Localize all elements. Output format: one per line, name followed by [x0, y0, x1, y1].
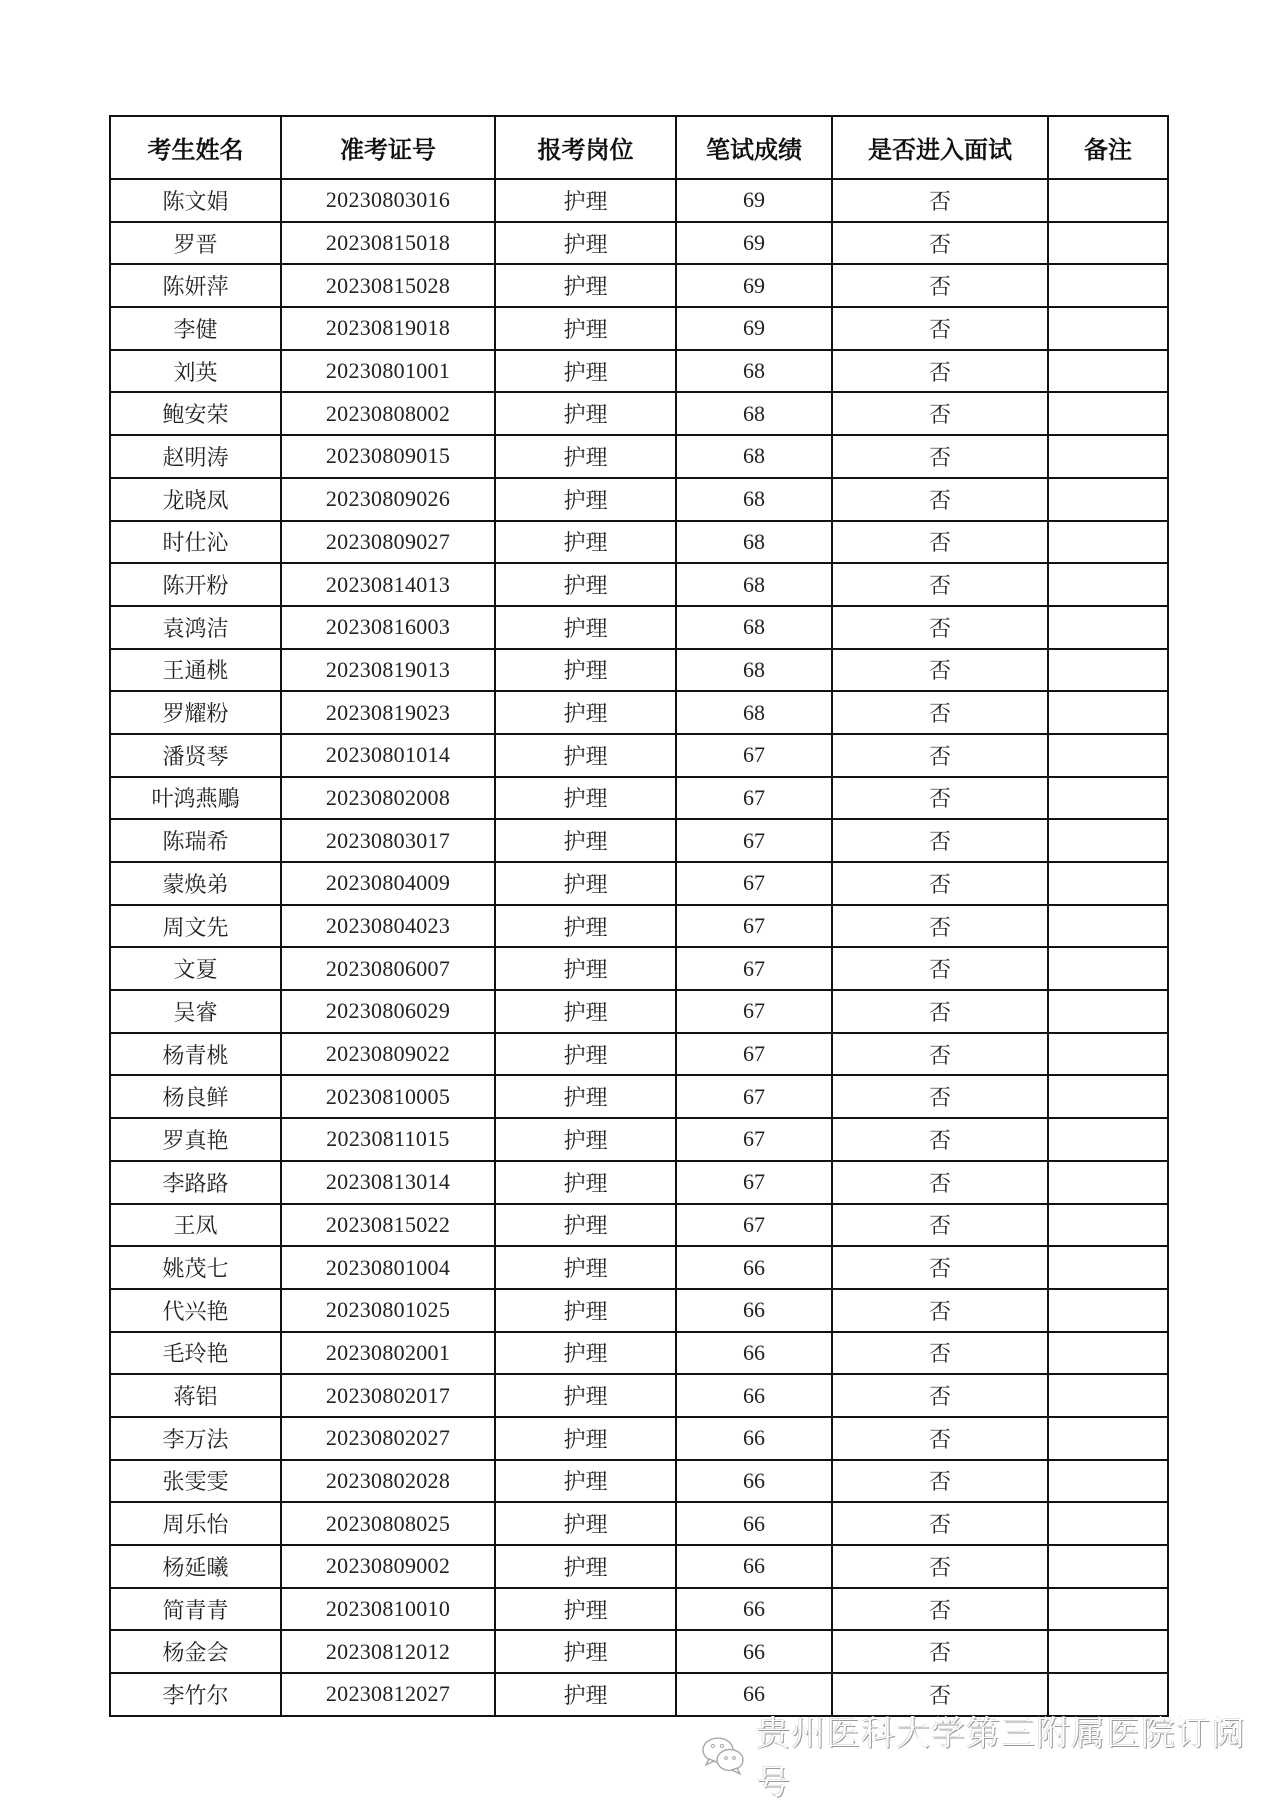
- cell-written-score: 66: [676, 1673, 832, 1716]
- cell-interview: 否: [832, 1118, 1048, 1161]
- header-post: 报考岗位: [495, 116, 676, 179]
- cell-interview: 否: [832, 1332, 1048, 1375]
- table-row: [110, 307, 1168, 350]
- cell-written-score: 68: [676, 350, 832, 393]
- table-row: [110, 947, 1168, 990]
- cell-exam-id: 20230819023: [281, 691, 495, 734]
- cell-name: 叶鸿燕鵰: [110, 777, 281, 820]
- cell-interview: 否: [832, 1545, 1048, 1588]
- cell-post: 护理: [495, 563, 676, 606]
- cell-interview: 否: [832, 1246, 1048, 1289]
- cell-post: 护理: [495, 1246, 676, 1289]
- cell-note: [1048, 1332, 1168, 1375]
- cell-note: [1048, 606, 1168, 649]
- table-row: [110, 1204, 1168, 1247]
- cell-name: 潘贤琴: [110, 734, 281, 777]
- cell-written-score: 66: [676, 1417, 832, 1460]
- cell-exam-id: 20230802028: [281, 1460, 495, 1503]
- cell-post: 护理: [495, 179, 676, 222]
- cell-exam-id: 20230809026: [281, 478, 495, 521]
- cell-note: [1048, 777, 1168, 820]
- cell-interview: 否: [832, 392, 1048, 435]
- cell-interview: 否: [832, 777, 1048, 820]
- cell-exam-id: 20230815018: [281, 222, 495, 265]
- cell-interview: 否: [832, 734, 1048, 777]
- cell-note: [1048, 478, 1168, 521]
- cell-name: 罗耀粉: [110, 691, 281, 734]
- cell-name: 吴睿: [110, 990, 281, 1033]
- table-header-row: [110, 116, 1168, 179]
- cell-interview: 否: [832, 1161, 1048, 1204]
- cell-written-score: 67: [676, 1033, 832, 1076]
- cell-post: 护理: [495, 222, 676, 265]
- cell-post: 护理: [495, 1332, 676, 1375]
- cell-note: [1048, 1460, 1168, 1503]
- table-row: [110, 819, 1168, 862]
- cell-note: [1048, 1204, 1168, 1247]
- table-row: [110, 1332, 1168, 1375]
- cell-post: 护理: [495, 606, 676, 649]
- cell-post: 护理: [495, 819, 676, 862]
- cell-written-score: 69: [676, 222, 832, 265]
- cell-written-score: 66: [676, 1246, 832, 1289]
- cell-written-score: 67: [676, 777, 832, 820]
- cell-post: 护理: [495, 350, 676, 393]
- cell-name: 龙晓凤: [110, 478, 281, 521]
- cell-exam-id: 20230819013: [281, 649, 495, 692]
- cell-interview: 否: [832, 1630, 1048, 1673]
- cell-note: [1048, 1075, 1168, 1118]
- cell-interview: 否: [832, 435, 1048, 478]
- cell-written-score: 67: [676, 1118, 832, 1161]
- cell-interview: 否: [832, 862, 1048, 905]
- cell-exam-id: 20230816003: [281, 606, 495, 649]
- table-row: [110, 350, 1168, 393]
- cell-interview: 否: [832, 606, 1048, 649]
- cell-name: 赵明涛: [110, 435, 281, 478]
- cell-post: 护理: [495, 1588, 676, 1631]
- table-row: [110, 1374, 1168, 1417]
- table-row: [110, 435, 1168, 478]
- cell-exam-id: 20230810010: [281, 1588, 495, 1631]
- cell-name: 姚茂七: [110, 1246, 281, 1289]
- cell-interview: 否: [832, 819, 1048, 862]
- cell-exam-id: 20230801025: [281, 1289, 495, 1332]
- table-row: [110, 222, 1168, 265]
- cell-note: [1048, 222, 1168, 265]
- cell-written-score: 66: [676, 1374, 832, 1417]
- cell-note: [1048, 1161, 1168, 1204]
- table-row: [110, 521, 1168, 564]
- cell-exam-id: 20230812012: [281, 1630, 495, 1673]
- cell-exam-id: 20230814013: [281, 563, 495, 606]
- cell-note: [1048, 264, 1168, 307]
- table-row: [110, 1545, 1168, 1588]
- table-row: [110, 1246, 1168, 1289]
- cell-interview: 否: [832, 1289, 1048, 1332]
- cell-note: [1048, 905, 1168, 948]
- cell-post: 护理: [495, 264, 676, 307]
- cell-written-score: 69: [676, 179, 832, 222]
- cell-name: 杨青桃: [110, 1033, 281, 1076]
- cell-written-score: 66: [676, 1289, 832, 1332]
- cell-name: 罗晋: [110, 222, 281, 265]
- cell-note: [1048, 1246, 1168, 1289]
- cell-name: 蒋铝: [110, 1374, 281, 1417]
- cell-exam-id: 20230801004: [281, 1246, 495, 1289]
- cell-exam-id: 20230813014: [281, 1161, 495, 1204]
- cell-exam-id: 20230801001: [281, 350, 495, 393]
- cell-exam-id: 20230809027: [281, 521, 495, 564]
- cell-name: 罗真艳: [110, 1118, 281, 1161]
- cell-name: 毛玲艳: [110, 1332, 281, 1375]
- table-row: [110, 734, 1168, 777]
- table-row: [110, 606, 1168, 649]
- table-row: [110, 1588, 1168, 1631]
- table-row: [110, 1033, 1168, 1076]
- cell-post: 护理: [495, 521, 676, 564]
- table-row: [110, 862, 1168, 905]
- cell-interview: 否: [832, 1033, 1048, 1076]
- cell-written-score: 67: [676, 862, 832, 905]
- cell-written-score: 67: [676, 990, 832, 1033]
- cell-interview: 否: [832, 264, 1048, 307]
- cell-note: [1048, 819, 1168, 862]
- cell-written-score: 67: [676, 734, 832, 777]
- cell-interview: 否: [832, 990, 1048, 1033]
- wechat-icon: [700, 1733, 748, 1777]
- cell-interview: 否: [832, 649, 1048, 692]
- cell-written-score: 69: [676, 264, 832, 307]
- cell-post: 护理: [495, 649, 676, 692]
- header-exam-id: 准考证号: [281, 116, 495, 179]
- cell-post: 护理: [495, 862, 676, 905]
- cell-exam-id: 20230815028: [281, 264, 495, 307]
- cell-post: 护理: [495, 691, 676, 734]
- cell-note: [1048, 350, 1168, 393]
- table-row: [110, 563, 1168, 606]
- cell-written-score: 66: [676, 1545, 832, 1588]
- table-row: [110, 649, 1168, 692]
- cell-name: 周文先: [110, 905, 281, 948]
- cell-written-score: 68: [676, 691, 832, 734]
- cell-interview: 否: [832, 1204, 1048, 1247]
- cell-written-score: 66: [676, 1332, 832, 1375]
- cell-exam-id: 20230802008: [281, 777, 495, 820]
- cell-name: 杨良鲜: [110, 1075, 281, 1118]
- cell-written-score: 68: [676, 606, 832, 649]
- cell-written-score: 66: [676, 1502, 832, 1545]
- cell-exam-id: 20230803016: [281, 179, 495, 222]
- cell-name: 代兴艳: [110, 1289, 281, 1332]
- cell-post: 护理: [495, 1630, 676, 1673]
- cell-interview: 否: [832, 1374, 1048, 1417]
- cell-exam-id: 20230809022: [281, 1033, 495, 1076]
- cell-post: 护理: [495, 1075, 676, 1118]
- cell-note: [1048, 1374, 1168, 1417]
- cell-name: 王通桃: [110, 649, 281, 692]
- cell-post: 护理: [495, 435, 676, 478]
- table-row: [110, 1630, 1168, 1673]
- cell-post: 护理: [495, 947, 676, 990]
- cell-exam-id: 20230802027: [281, 1417, 495, 1460]
- cell-note: [1048, 179, 1168, 222]
- cell-exam-id: 20230804009: [281, 862, 495, 905]
- cell-note: [1048, 1588, 1168, 1631]
- cell-exam-id: 20230809015: [281, 435, 495, 478]
- cell-written-score: 67: [676, 1204, 832, 1247]
- cell-note: [1048, 990, 1168, 1033]
- cell-post: 护理: [495, 1033, 676, 1076]
- cell-note: [1048, 392, 1168, 435]
- cell-written-score: 67: [676, 1161, 832, 1204]
- cell-post: 护理: [495, 777, 676, 820]
- table-row: [110, 1460, 1168, 1503]
- cell-interview: 否: [832, 1417, 1048, 1460]
- cell-name: 陈妍萍: [110, 264, 281, 307]
- cell-note: [1048, 435, 1168, 478]
- cell-interview: 否: [832, 947, 1048, 990]
- cell-exam-id: 20230803017: [281, 819, 495, 862]
- cell-name: 李健: [110, 307, 281, 350]
- cell-exam-id: 20230811015: [281, 1118, 495, 1161]
- cell-name: 简青青: [110, 1588, 281, 1631]
- cell-post: 护理: [495, 734, 676, 777]
- cell-exam-id: 20230802001: [281, 1332, 495, 1375]
- cell-interview: 否: [832, 563, 1048, 606]
- cell-note: [1048, 1417, 1168, 1460]
- cell-name: 鲍安荣: [110, 392, 281, 435]
- cell-name: 蒙焕弟: [110, 862, 281, 905]
- cell-interview: 否: [832, 179, 1048, 222]
- cell-note: [1048, 521, 1168, 564]
- table-row: [110, 1075, 1168, 1118]
- cell-written-score: 67: [676, 905, 832, 948]
- cell-note: [1048, 1630, 1168, 1673]
- cell-post: 护理: [495, 307, 676, 350]
- cell-interview: 否: [832, 1460, 1048, 1503]
- cell-post: 护理: [495, 1460, 676, 1503]
- cell-exam-id: 20230808002: [281, 392, 495, 435]
- cell-post: 护理: [495, 1161, 676, 1204]
- cell-name: 杨金会: [110, 1630, 281, 1673]
- cell-note: [1048, 563, 1168, 606]
- cell-post: 护理: [495, 1289, 676, 1332]
- cell-written-score: 66: [676, 1630, 832, 1673]
- cell-written-score: 67: [676, 947, 832, 990]
- cell-name: 李万法: [110, 1417, 281, 1460]
- table-row: [110, 179, 1168, 222]
- cell-name: 陈开粉: [110, 563, 281, 606]
- header-interview: 是否进入面试: [832, 116, 1048, 179]
- header-written-score: 笔试成绩: [676, 116, 832, 179]
- table-row: [110, 1417, 1168, 1460]
- cell-interview: 否: [832, 307, 1048, 350]
- cell-name: 李路路: [110, 1161, 281, 1204]
- results-table: [109, 115, 1169, 1717]
- table-row: [110, 990, 1168, 1033]
- cell-interview: 否: [832, 1502, 1048, 1545]
- cell-written-score: 69: [676, 307, 832, 350]
- cell-note: [1048, 307, 1168, 350]
- cell-name: 李竹尔: [110, 1673, 281, 1716]
- cell-written-score: 68: [676, 478, 832, 521]
- cell-exam-id: 20230806029: [281, 990, 495, 1033]
- cell-note: [1048, 1502, 1168, 1545]
- cell-written-score: 68: [676, 649, 832, 692]
- cell-exam-id: 20230804023: [281, 905, 495, 948]
- cell-note: [1048, 947, 1168, 990]
- header-note: 备注: [1048, 116, 1168, 179]
- table-row: [110, 777, 1168, 820]
- cell-post: 护理: [495, 392, 676, 435]
- cell-written-score: 66: [676, 1588, 832, 1631]
- cell-name: 陈瑞希: [110, 819, 281, 862]
- cell-post: 护理: [495, 1673, 676, 1716]
- cell-exam-id: 20230809002: [281, 1545, 495, 1588]
- cell-name: 杨延曦: [110, 1545, 281, 1588]
- cell-note: [1048, 1289, 1168, 1332]
- cell-name: 刘英: [110, 350, 281, 393]
- cell-post: 护理: [495, 478, 676, 521]
- cell-name: 袁鸿洁: [110, 606, 281, 649]
- cell-interview: 否: [832, 691, 1048, 734]
- cell-written-score: 67: [676, 1075, 832, 1118]
- table-row: [110, 905, 1168, 948]
- cell-interview: 否: [832, 350, 1048, 393]
- cell-interview: 否: [832, 1075, 1048, 1118]
- cell-interview: 否: [832, 1588, 1048, 1631]
- cell-interview: 否: [832, 1673, 1048, 1716]
- cell-interview: 否: [832, 478, 1048, 521]
- cell-post: 护理: [495, 1118, 676, 1161]
- results-sheet: [109, 115, 1167, 1717]
- cell-exam-id: 20230815022: [281, 1204, 495, 1247]
- cell-name: 陈文娟: [110, 179, 281, 222]
- cell-post: 护理: [495, 1545, 676, 1588]
- table-row: [110, 1502, 1168, 1545]
- watermark-text: 贵州医科大学第三附属医院订阅号: [755, 1714, 1246, 1803]
- cell-post: 护理: [495, 1374, 676, 1417]
- cell-interview: 否: [832, 222, 1048, 265]
- table-row: [110, 1161, 1168, 1204]
- cell-written-score: 68: [676, 435, 832, 478]
- table-row: [110, 392, 1168, 435]
- cell-exam-id: 20230810005: [281, 1075, 495, 1118]
- cell-post: 护理: [495, 990, 676, 1033]
- cell-name: 张雯雯: [110, 1460, 281, 1503]
- cell-note: [1048, 1545, 1168, 1588]
- header-name: 考生姓名: [110, 116, 281, 179]
- cell-note: [1048, 1033, 1168, 1076]
- cell-exam-id: 20230808025: [281, 1502, 495, 1545]
- cell-note: [1048, 734, 1168, 777]
- cell-post: 护理: [495, 1502, 676, 1545]
- cell-written-score: 66: [676, 1460, 832, 1503]
- cell-written-score: 67: [676, 819, 832, 862]
- cell-exam-id: 20230806007: [281, 947, 495, 990]
- cell-exam-id: 20230801014: [281, 734, 495, 777]
- cell-written-score: 68: [676, 521, 832, 564]
- cell-written-score: 68: [676, 563, 832, 606]
- cell-name: 文夏: [110, 947, 281, 990]
- table-row: [110, 1289, 1168, 1332]
- table-body: [110, 179, 1168, 1716]
- cell-post: 护理: [495, 905, 676, 948]
- cell-note: [1048, 691, 1168, 734]
- cell-post: 护理: [495, 1204, 676, 1247]
- cell-interview: 否: [832, 905, 1048, 948]
- cell-exam-id: 20230812027: [281, 1673, 495, 1716]
- cell-exam-id: 20230802017: [281, 1374, 495, 1417]
- table-row: [110, 691, 1168, 734]
- cell-interview: 否: [832, 521, 1048, 564]
- cell-note: [1048, 862, 1168, 905]
- table-row: [110, 1118, 1168, 1161]
- table-row: [110, 478, 1168, 521]
- cell-name: 时仕沁: [110, 521, 281, 564]
- watermark: [700, 1714, 1280, 1803]
- table-row: [110, 264, 1168, 307]
- cell-name: 周乐怡: [110, 1502, 281, 1545]
- cell-note: [1048, 1118, 1168, 1161]
- cell-written-score: 68: [676, 392, 832, 435]
- cell-name: 王凤: [110, 1204, 281, 1247]
- cell-exam-id: 20230819018: [281, 307, 495, 350]
- cell-post: 护理: [495, 1417, 676, 1460]
- cell-note: [1048, 649, 1168, 692]
